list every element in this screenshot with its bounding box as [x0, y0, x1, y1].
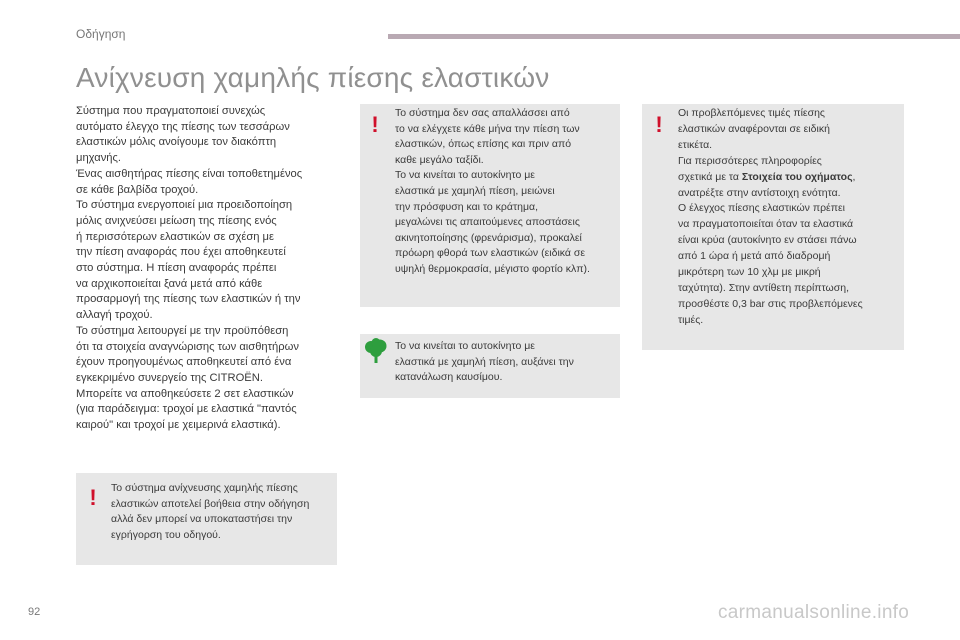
warning-box-text: Το σύστημα ανίχνευσης χαμηλής πίεσης ελαστικών αποτελεί βοήθεια στην οδήγηση αλλά δεν μπορεί να υποκαταστήσει την εγρήγορση του οδηγού.	[111, 482, 310, 541]
watermark: carmanualsonline.info	[718, 602, 910, 623]
body-column	[76, 104, 351, 434]
eco-box-fuel-consumption	[360, 334, 620, 398]
vehicle-data-link[interactable]: Στοιχεία του οχήματος	[741, 170, 853, 183]
warning-text-after: , ανατρέξτε στην αντίστοιχη ενότητα. Ο έλεγχος πίεσης ελαστικών πρέπει να πραγματοποιείται όταν τα ελαστικά είναι κρύα (αυτοκίνητο εν στάσει πάνω από 1 ώρα ή μετά από διαδρομή μικρότερη των 10 χλμ με μικρή ταχύτητα). Στην αντίθετη περίπτωση, προσθέστε 0,3 bar στις προβλεπόμενες τιμές.	[678, 170, 863, 326]
eco-box-text: Το να κινείται το αυτοκίνητο με ελαστικά με χαμηλή πίεση, αυξάνει την κατανάλωση καυσίμου.	[395, 340, 574, 384]
warning-box-text: Το σύστημα δεν σας απαλλάσσει από το να ελέγχετε κάθε μήνα την πίεση των ελαστικών, όπως επίσης και πριν από καθε μεγάλο ταξίδι. Το να κινείται το αυτοκίνητο με ελαστικά με χαμηλή πίεση, μειώνει την πρόσφυση και το κράτημα, μεγαλώνει τις απαιτούμενες αποστάσεις ακινητοποίησης (φρενάρισμα), προκαλεί πρόωρη φθορά των ελαστικών (ειδικά σε υψηλή θερμοκρασία, μέγιστο φορτίο κλπ).	[395, 107, 590, 275]
warning-exclamation-icon: !	[89, 485, 97, 510]
warning-box-pressure-values	[642, 104, 904, 350]
page-number: 92	[28, 606, 41, 618]
warning-box-monthly-check	[360, 104, 620, 307]
section-label: Οδήγηση	[76, 27, 126, 41]
eco-tree-icon	[364, 338, 388, 364]
warning-exclamation-icon: !	[655, 112, 663, 137]
warning-box-text	[678, 106, 902, 329]
warning-exclamation-icon: !	[371, 112, 379, 137]
warning-text-before: Οι προβλεπόμενες τιμές πίεσης ελαστικών αναφέρονται σε ειδική ετικέτα. Για περισσότερες πληροφορίες σχετικά με τα	[678, 107, 830, 183]
header-rule	[388, 34, 960, 39]
body-text: Σύστημα που πραγματοποιεί συνεχώς αυτόματο έλεγχο της πίεσης των τεσσάρων ελαστικών μόλις ανοίγουμε τον διακόπτη μηχανής. Ένας αισθητήρας πίεσης είναι τοποθετημένος σε κάθε βαλβίδα τροχού. Το σύστημα ενεργοποιεί μια προειδοποίηση μόλις ανιχνεύσει μείωση της πίεσης ενός ή περισσότερων ελαστικών σε σχέση με την πίεση αναφοράς που έχει αποθηκευτεί στο σύστημα. Η πίεση αναφοράς πρέπει να αρχικοποιείται ξανά μετά από κάθε προσαρμογή της πίεσης των ελαστικών ή την αλλαγή τροχού. Το σύστημα λειτουργεί με την προϋπόθεση ότι τα στοιχεία αναγνώρισης των αισθητήρων έχουν προηγουμένως αποθηκευτεί από ένα εγκεκριμένο συνεργείο της CITROËN. Μπορείτε να αποθηκεύσετε 2 σετ ελαστικών (για παράδειγμα: τροχοί με ελαστικά "παντός καιρού" και τροχοί με χειμερινά ελαστικά).	[76, 105, 303, 432]
page-title: Ανίχνευση χαμηλής πίεσης ελαστικών	[76, 62, 550, 93]
warning-box-driving-aid	[76, 473, 337, 565]
